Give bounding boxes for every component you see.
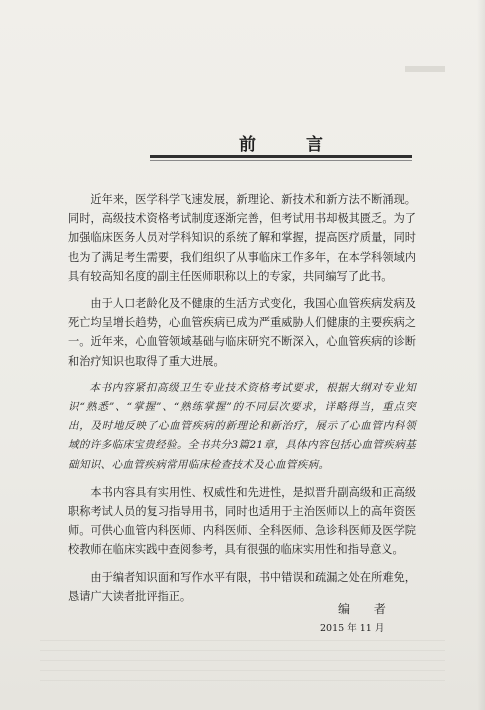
title-rule-thick xyxy=(150,155,412,158)
paragraph-3: 本书内容紧扣高级卫生专业技术资格考试要求，根据大纲对专业知识“熟悉”、“掌握”、“熟练掌握”的不同层次要求，详略得当，重点突出，及时地反映了心血管疾病的新理论和新治疗，展示了心血管内科领域的许多临床宝贵经验。全书共分3篇21章，具体内容包括心血管疾病基础知识、心血管疾病常用临床检查技术及心血管疾病。 xyxy=(68,381,416,471)
preface-heading xyxy=(150,128,412,164)
show-through-mark xyxy=(405,66,445,72)
paragraph-5: 由于编者知识面和写作水平有限，书中错误和疏漏之处在所难免，恳请广大读者批评指正。 xyxy=(68,570,416,603)
paragraph-1: 近年来，医学科学飞速发展，新理论、新技术和新方法不断涌现。同时，高级技术资格考试制度逐渐完善，但考试用书却极其匮乏。为了加强临床医务人员对学科知识的系统了解和掌握，提高医疗质量，同时也为了满足考生需要，我们组织了从事临床工作多年，在本学科领域内具有较高知名度的副主任医师职称以上的专家，共同编写了此书。 xyxy=(68,193,416,283)
show-through-lines xyxy=(40,640,445,700)
preface-body xyxy=(68,190,416,614)
paragraph-2: 由于人口老龄化及不健康的生活方式变化，我国心血管疾病发病及死亡均呈增长趋势，心血管疾病已成为严重威胁人们健康的主要疾病之一。近年来，心血管领域基础与临床研究不断深入，心血管疾病的诊断和治疗知识也取得了重大进展。 xyxy=(68,297,416,368)
editor-signature: 编 者 xyxy=(338,602,396,616)
paragraph-4: 本书内容具有实用性、权威性和先进性，是拟晋升副高级和正高级职称考试人员的复习指导用书，同时也适用于主治医师以上的高年资医师。可供心血管内科医师、内科医师、全科医师、急诊科医师及医学院校教师在临床实践中查阅参考，具有很强的临床实用性和指导意义。 xyxy=(68,485,416,557)
page-edge-shadow xyxy=(477,0,485,710)
page-title: 前 言 xyxy=(239,135,345,155)
title-rule-thin xyxy=(150,160,412,161)
preface-date: 2015 年 11 月 xyxy=(320,623,385,634)
